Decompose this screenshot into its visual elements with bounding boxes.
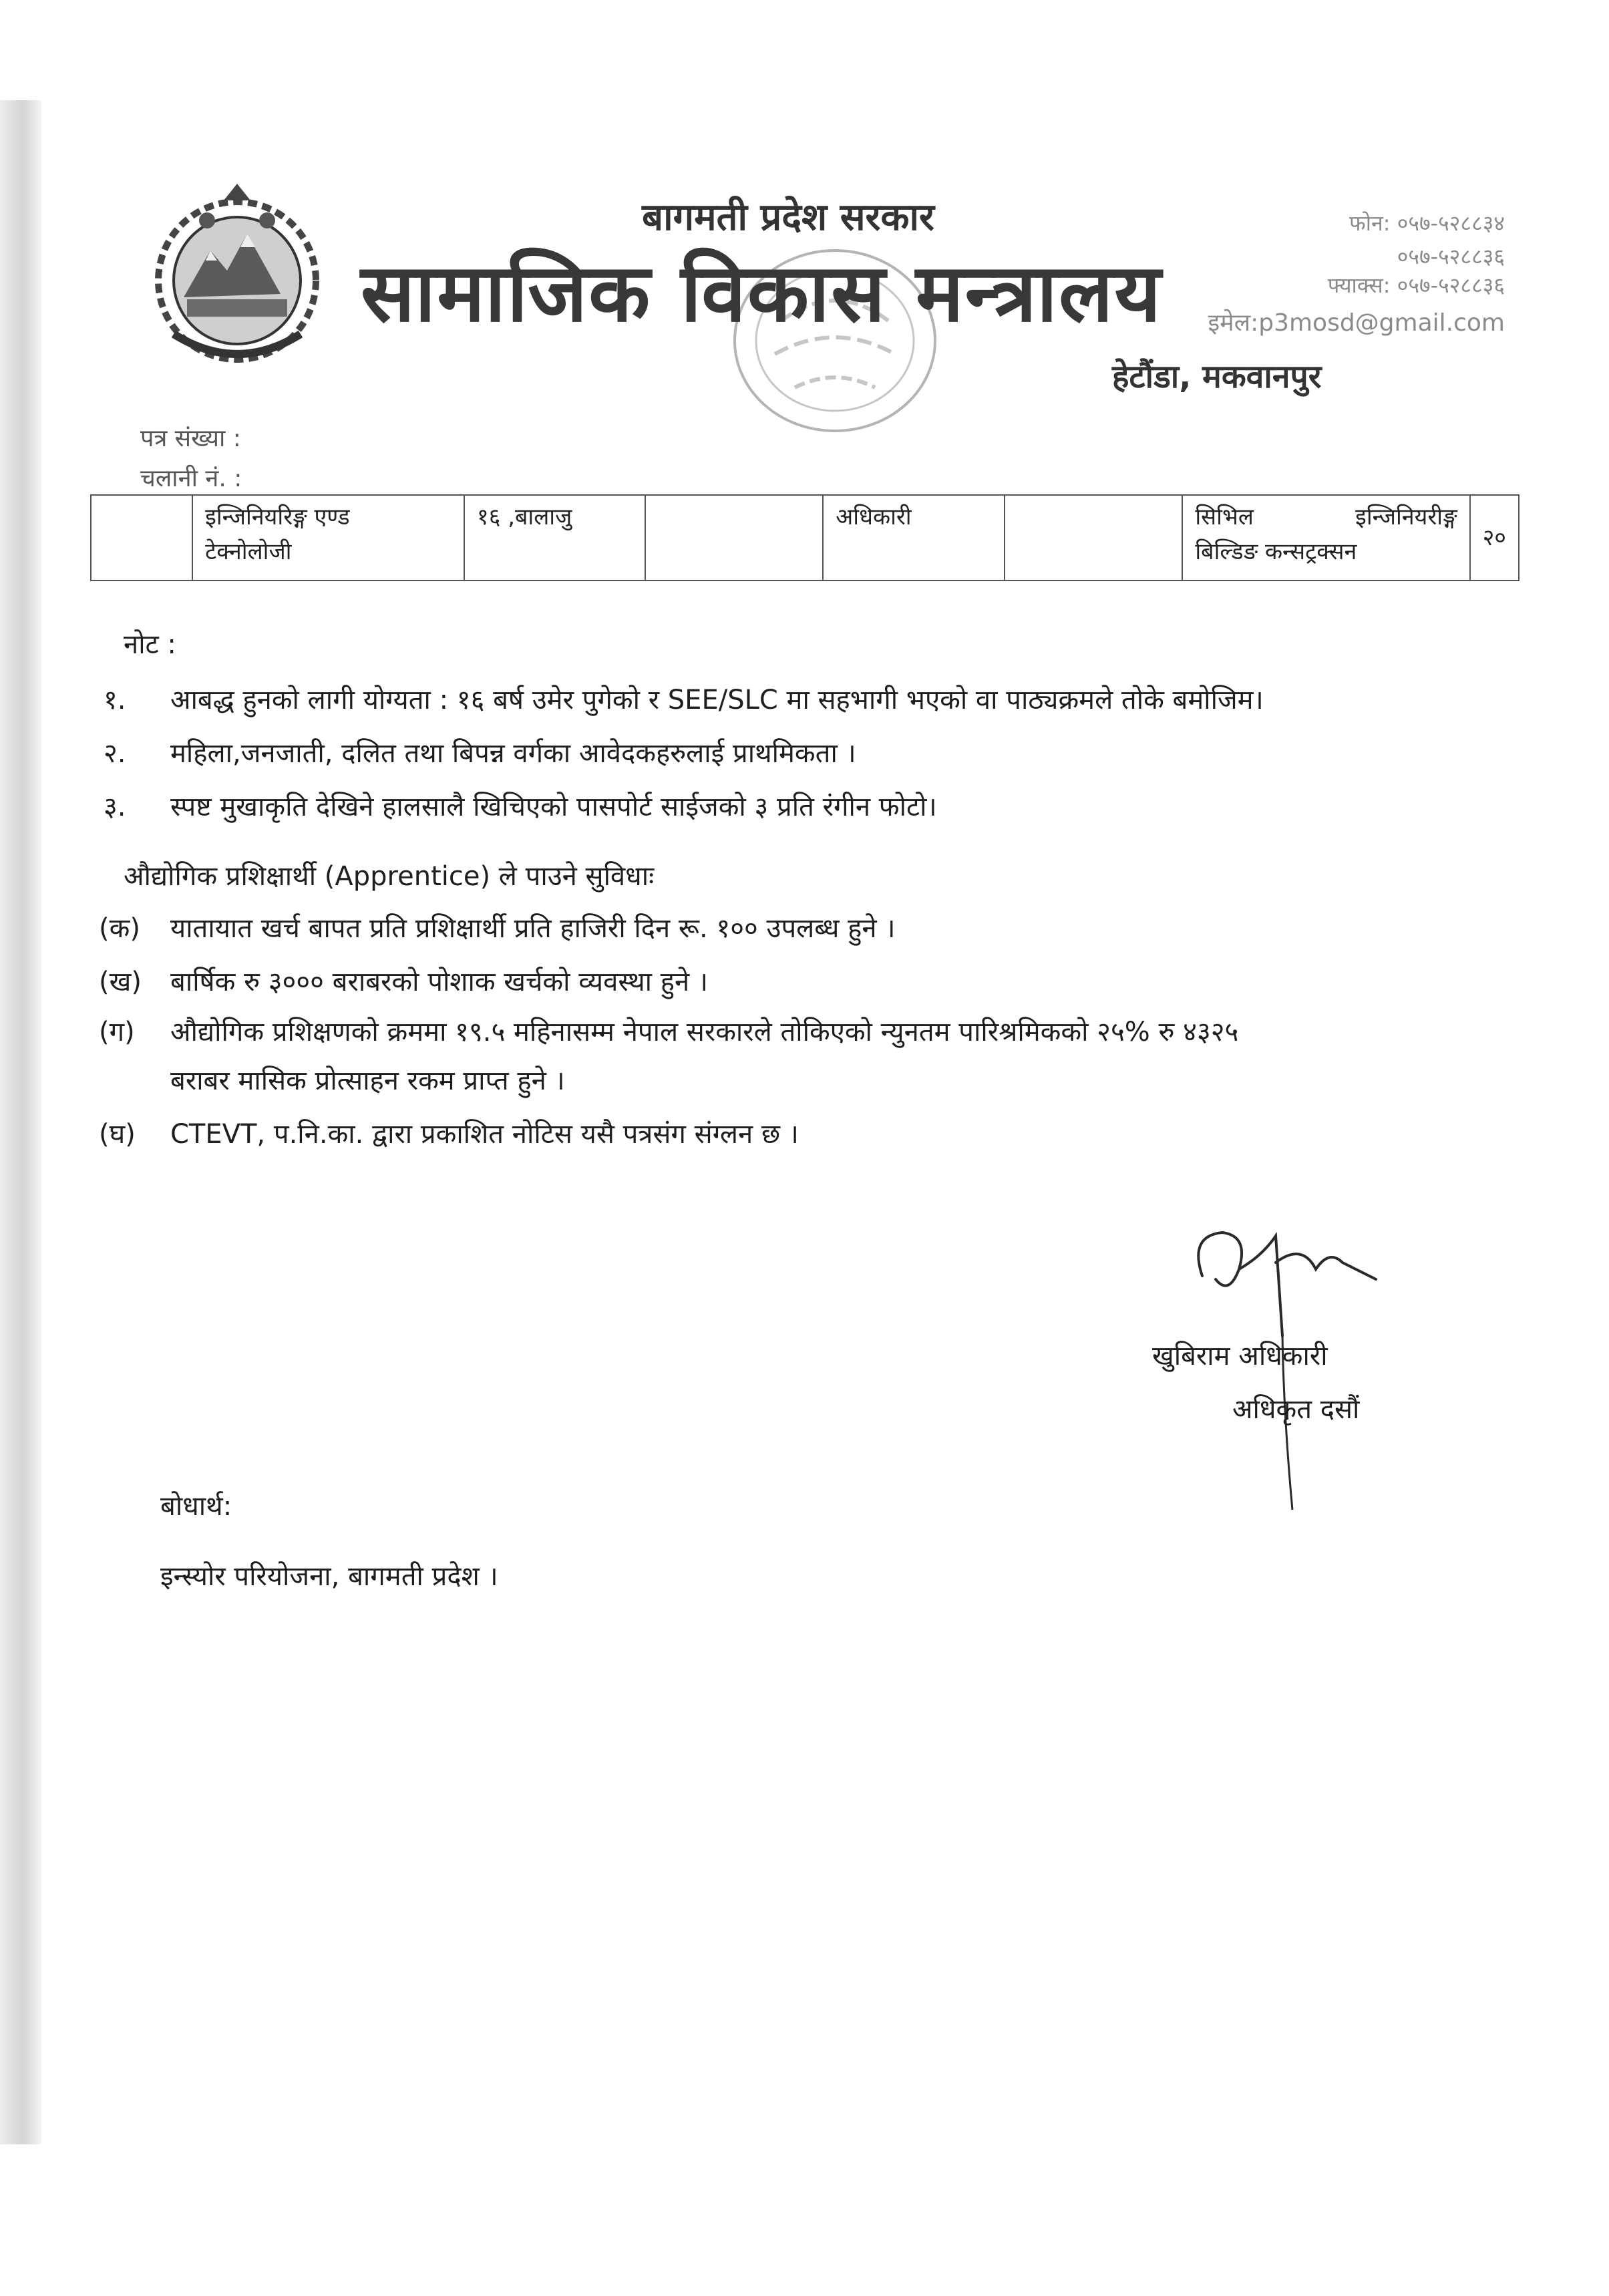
table-row [91, 495, 1519, 581]
course-word-2: इन्जिनियरीङ्ग [1355, 504, 1457, 530]
signatory-name: खुबिराम अधिकारी [1152, 1341, 1328, 1371]
benefit-text: बार्षिक रु ३००० बराबरको पोशाक खर्चको व्यवस्था हुने । [170, 967, 709, 997]
table-cell-course [1182, 495, 1469, 581]
benefit-text-continued: बराबर मासिक प्रोत्साहन रकम प्राप्त हुने । [170, 1065, 565, 1096]
benefit-text: यातायात खर्च बापत प्रति प्रशिक्षार्थी प्रति हाजिरी दिन रू. १०० उपलब्ध हुने । [170, 913, 896, 944]
table-cell-institute [192, 495, 464, 581]
notes-heading: नोट : [124, 629, 176, 660]
note-number: ३. [104, 792, 126, 822]
note-text: महिला,जनजाती, दलित तथा बिपन्न वर्गका आवेदकहरुलाई प्राथमिकता । [170, 738, 856, 769]
benefit-text: CTEVT, प.नि.का. द्वारा प्रकाशित नोटिस यसै पत्रसंग संग्लन छ । [170, 1119, 799, 1150]
government-name: बागमती प्रदेश सरकार [642, 196, 934, 239]
institute-table [90, 494, 1519, 581]
office-location: हेटौंडा, मकवानपुर [1112, 358, 1322, 395]
cc-recipient: इन्स्योर परियोजना, बागमती प्रदेश । [160, 1561, 498, 1592]
nepal-emblem-icon [147, 180, 327, 374]
note-text: स्पष्ट मुखाकृति देखिने हालसालै खिचिएको पासपोर्ट साईजको ३ प्रति रंगीन फोटो। [170, 792, 937, 822]
table-cell-person: अधिकारी [823, 495, 1005, 581]
signatory-designation: अधिकृत दसौं [1232, 1394, 1360, 1425]
table-cell-blank [1005, 495, 1182, 581]
phone-number-2: ०५७-५२८८३६ [1397, 244, 1505, 269]
institute-line-2: टेक्नोलोजी [205, 538, 292, 565]
letter-number-label: पत्र संख्या : [140, 425, 241, 452]
benefit-number: (ग) [99, 1017, 135, 1047]
benefit-number: (क) [99, 913, 140, 944]
table-cell-address: १६ ,बालाजु [464, 495, 645, 581]
course-line-2: बिल्डिङ कन्सट्रक्सन [1195, 538, 1357, 565]
note-text: आबद्ध हुनको लागी योग्यता : १६ बर्ष उमेर पुगेको र SEE/SLC मा सहभागी भएको वा पाठ्यक्रमले तोके बमोजिम। [170, 685, 1264, 715]
scan-shadow [0, 100, 41, 2144]
phone-number-1: फोन: ०५७-५२८८३४ [1349, 210, 1505, 236]
dispatch-number-label: चलानी नं. : [140, 465, 242, 492]
benefit-text: औद्योगिक प्रशिक्षणको क्रममा १९.५ महिनासम्म नेपाल सरकारले तोकिएको न्युनतम पारिश्रमिकको २५% रु ४३२५ [170, 1017, 1239, 1047]
note-number: २. [104, 738, 126, 769]
benefit-number: (ख) [99, 967, 142, 997]
table-cell-blank [91, 495, 192, 581]
institute-line-1: इन्जिनियरिङ्ग एण्ड [205, 504, 350, 530]
benefit-number: (घ) [99, 1119, 136, 1150]
fax-number: फ्याक्स: ०५७-५२८८३६ [1327, 273, 1505, 298]
email-address: इमेल:p3mosd@gmail.com [1208, 309, 1505, 337]
cc-heading: बोधार्थ: [160, 1491, 232, 1522]
table-cell-blank [645, 495, 823, 581]
note-number: १. [104, 685, 126, 715]
ministry-name: सामाजिक विकास मन्त्रालय [361, 247, 1163, 340]
table-cell-seats: २० [1470, 495, 1519, 581]
benefits-heading: औद्योगिक प्रशिक्षार्थी (Apprentice) ले पाउने सुविधाः [124, 861, 655, 892]
course-word-1: सिभिल [1195, 504, 1254, 530]
